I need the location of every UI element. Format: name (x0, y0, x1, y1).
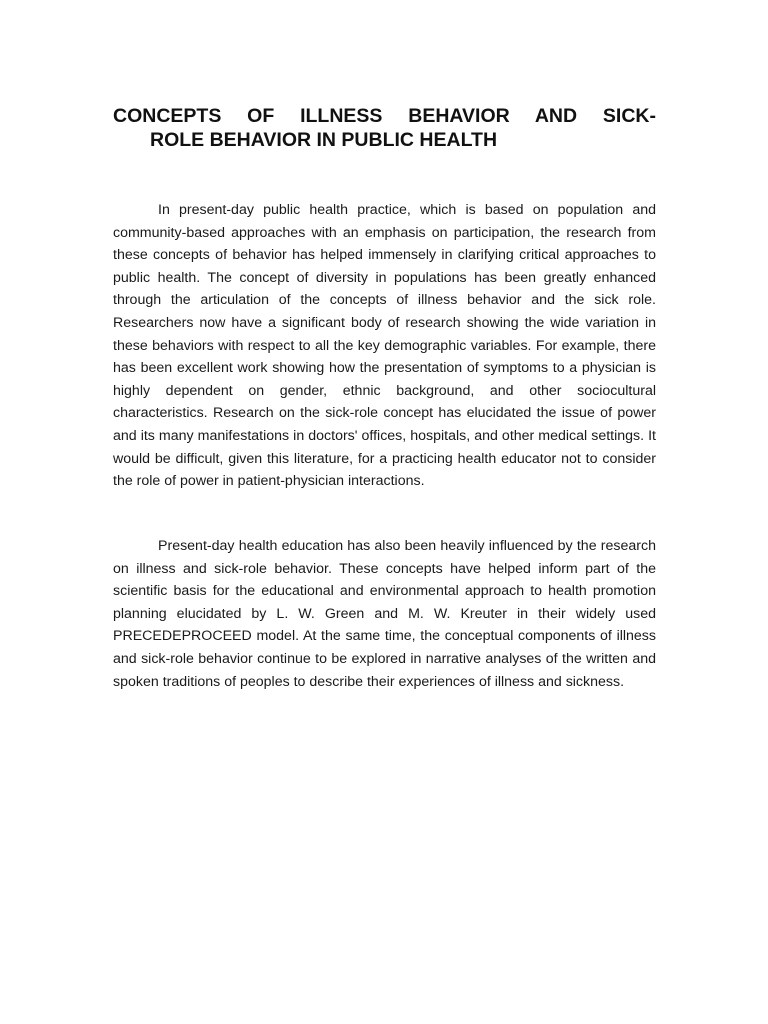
body-paragraph-2: Present-day health education has also been heavily influenced by the research on illness and sick-role behavior. These concepts have helped inform part of the scientific basis for the educational and environmental approach to health promotion planning elucidated by L. W. Green and M. W. Kreuter in their widely used PRECEDEPROCEED model. At the same time, the conceptual components of illness and sick-role behavior continue to be explored in narrative analyses of the written and spoken traditions of peoples to describe their experiences of illness and sickness. (113, 538, 656, 690)
title-line-1: CONCEPTS OF ILLNESS BEHAVIOR AND SICK- (113, 105, 656, 127)
body-paragraph-1: In present-day public health practice, which is based on population and community-based approaches with an emphasis on participation, the research from these concepts of behavior has helped immensely in clarifying critical approaches to public health. The concept of diversity in populations has been greatly enhanced through the articulation of the concepts of illness behavior and the sick role. Researchers now have a significant body of research showing the wide variation in these behaviors with respect to all the key demographic variables. For example, there has been excellent work showing how the presentation of symptoms to a physician is highly dependent on gender, ethnic background, and other sociocultural characteristics. Research on the sick-role concept has elucidated the issue of power and its many manifestations in doctors' offices, hospitals, and other medical settings. It would be difficult, given this literature, for a practicing health educator not to consider the role of power in patient-physician interactions. (113, 202, 656, 490)
title-line-2: ROLE BEHAVIOR IN PUBLIC HEALTH (150, 129, 498, 151)
document-title (113, 104, 656, 152)
